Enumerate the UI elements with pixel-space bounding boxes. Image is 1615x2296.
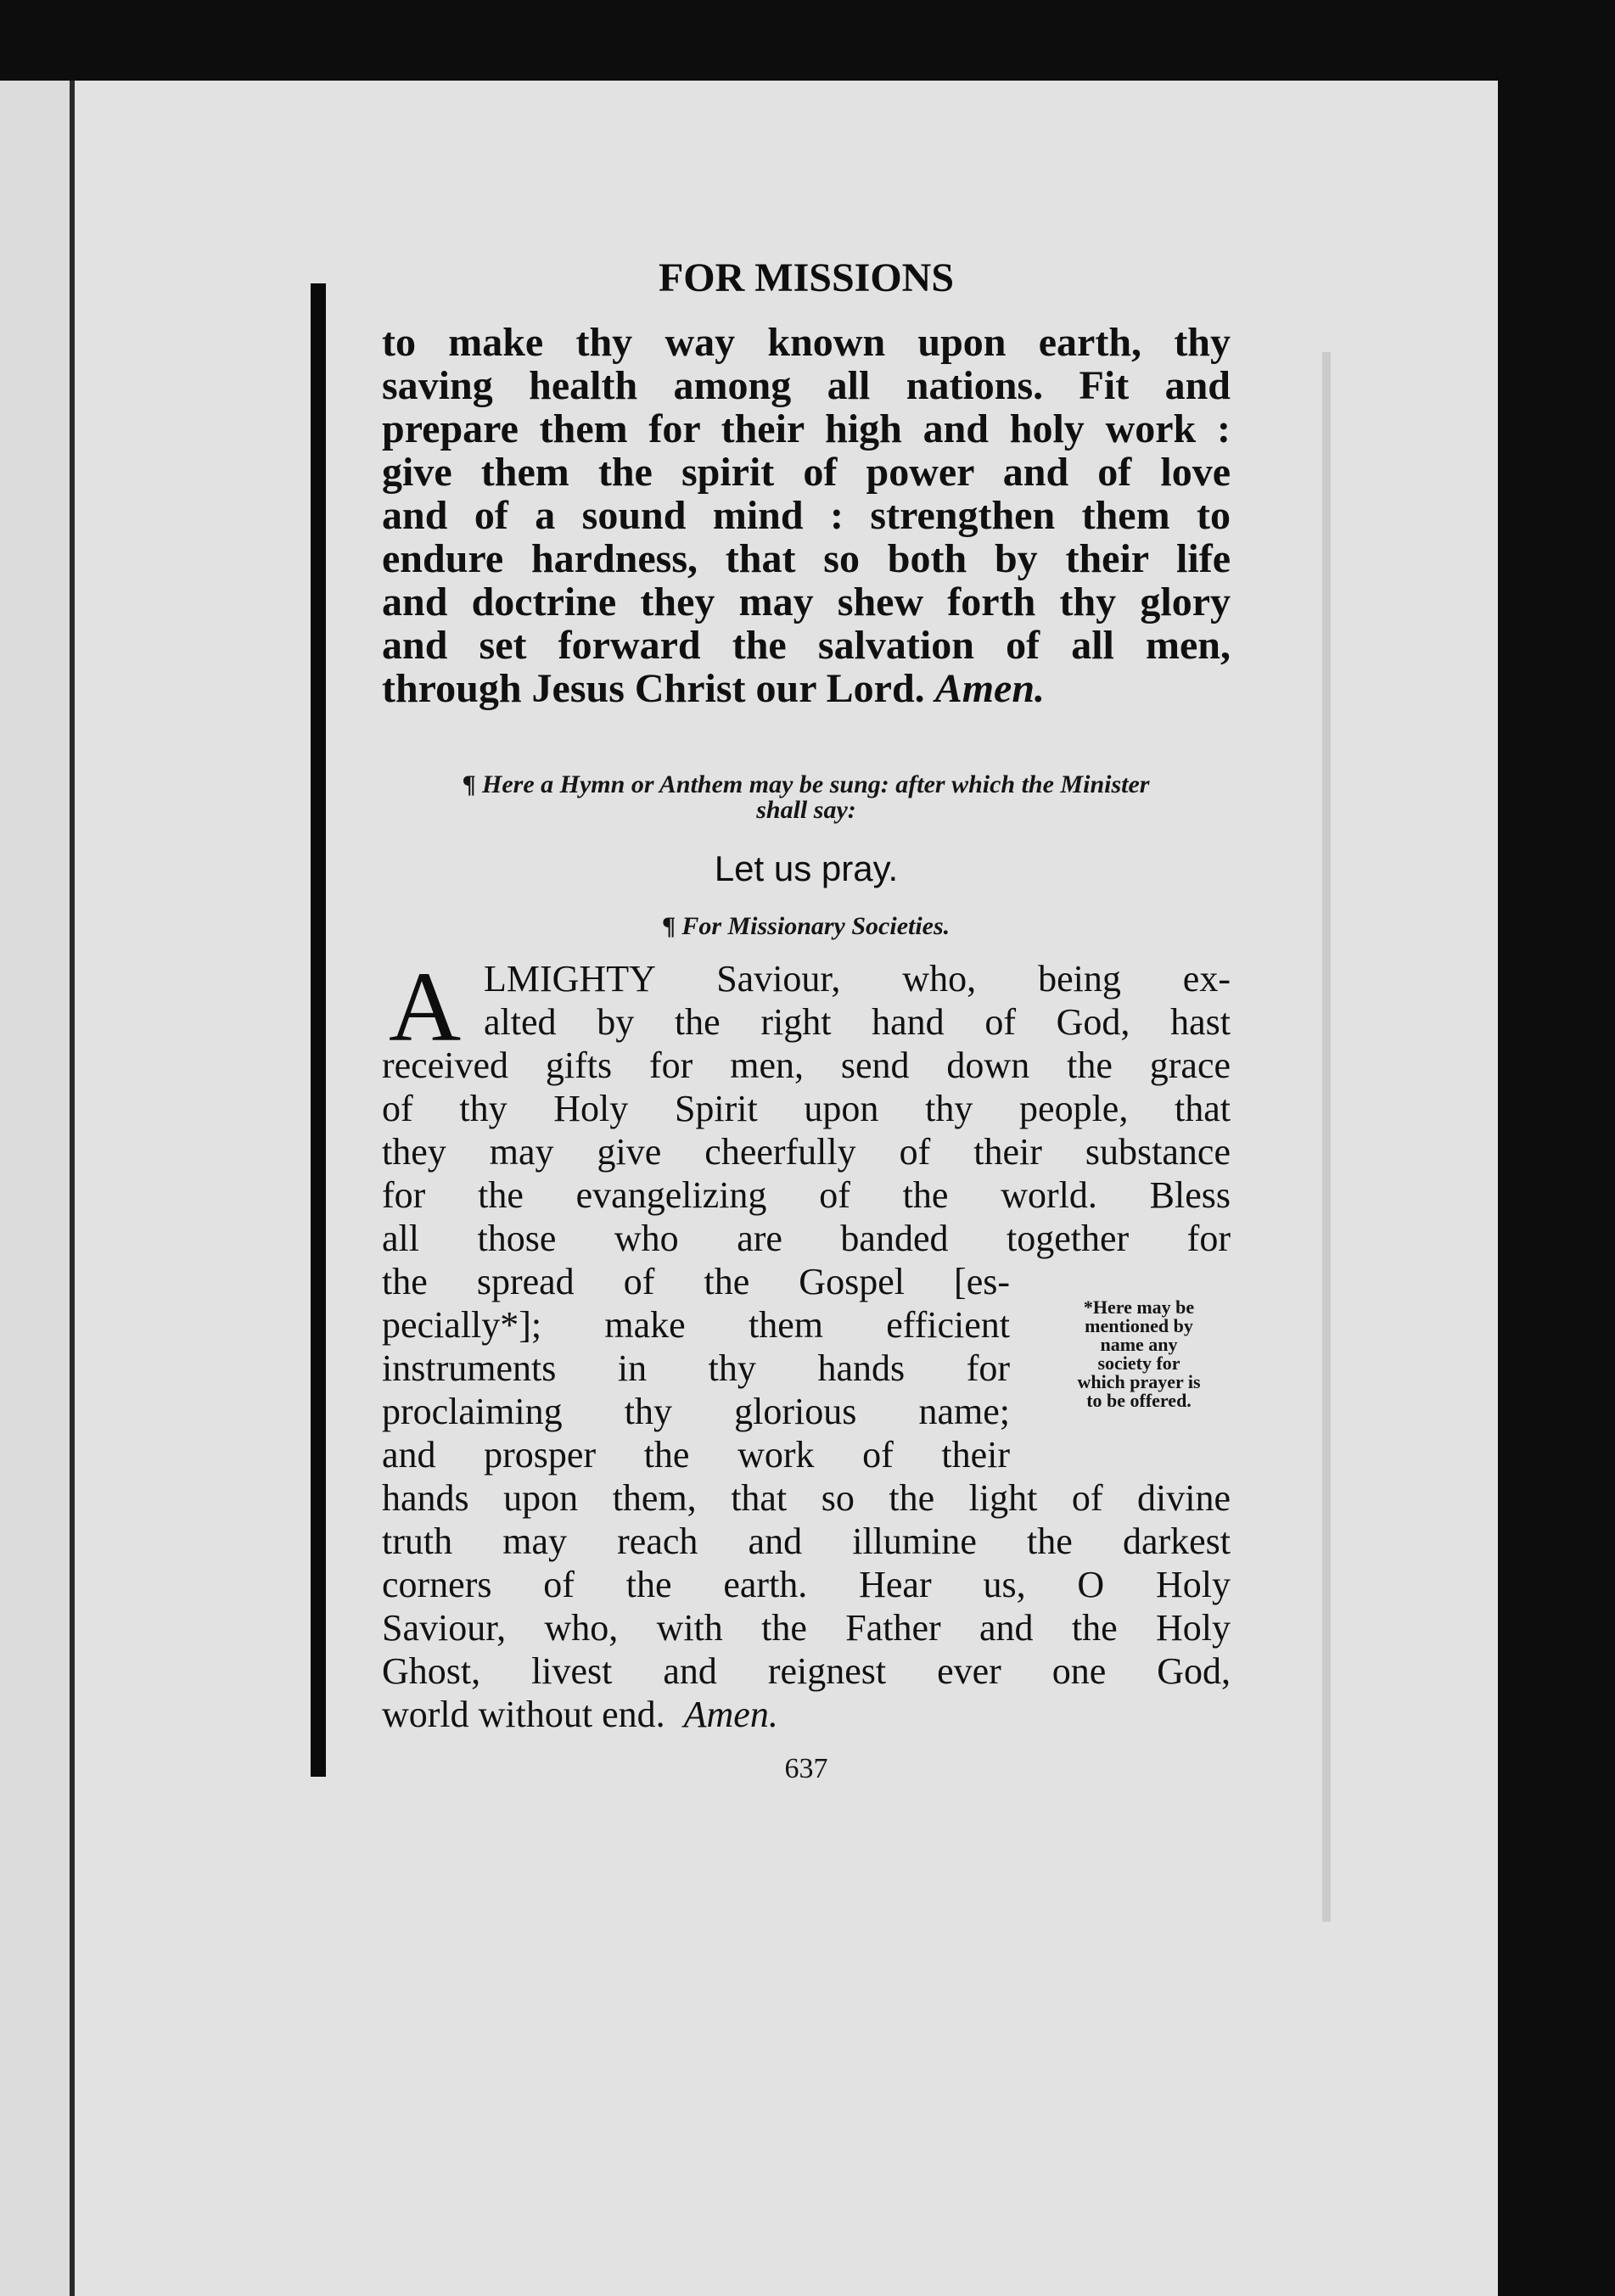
text-line: alted by the right hand of God, hast: [484, 1001, 1231, 1043]
text-line-last: [382, 1693, 1231, 1736]
scan-top-border: [0, 0, 1615, 81]
text-line: and prosper the work of their: [382, 1434, 1010, 1476]
margin-rule: [311, 283, 326, 1777]
scan-right-border: [1498, 0, 1615, 2296]
marginal-note: [1046, 1298, 1232, 1410]
text-line: and set forward the salvation of all men,: [382, 623, 1231, 668]
amen: Amen.: [683, 1694, 778, 1735]
page-number: 637: [784, 1753, 828, 1784]
note-line: mentioned by: [1085, 1315, 1193, 1336]
text-line: pecially*]; make them efficient: [382, 1304, 1010, 1346]
text-line: corners of the earth. Hear us, O Holy: [382, 1564, 1231, 1605]
text-line: they may give cheerfully of their substance: [382, 1131, 1231, 1173]
rubric-line: shall say:: [756, 796, 856, 824]
text-line: world without end.: [382, 1694, 665, 1735]
note-line: name any: [1100, 1334, 1178, 1355]
text-line: and of a sound mind : strengthen them to: [382, 493, 1231, 538]
text-line: through Jesus Christ our Lord.: [382, 666, 925, 711]
prayer-continuation: [382, 321, 1231, 710]
text-line: all those who are banded together for: [382, 1218, 1231, 1259]
text-line: instruments in thy hands for: [382, 1347, 1010, 1389]
text-line: to make thy way known upon earth, thy: [382, 320, 1231, 365]
text-line: saving health among all nations. Fit and: [382, 363, 1231, 408]
note-line: to be offered.: [1086, 1390, 1192, 1411]
text-line-last: [382, 667, 1231, 710]
text-line: proclaiming thy glorious name;: [382, 1391, 1010, 1432]
text-line: Saviour, who, with the Father and the Holy: [382, 1607, 1231, 1649]
text-line: and doctrine they may shew forth thy glory: [382, 580, 1231, 624]
running-head: FOR MISSIONS: [658, 255, 955, 300]
text-line: endure hardness, that so both by their life: [382, 536, 1231, 581]
note-line: society for: [1097, 1352, 1180, 1374]
text-line: truth may reach and illumine the darkest: [382, 1520, 1231, 1562]
text-line: for the evangelizing of the world. Bless: [382, 1174, 1231, 1216]
drop-cap: A: [389, 951, 462, 1062]
note-line: *Here may be: [1083, 1296, 1195, 1318]
text-line: Ghost, livest and reignest ever one God,: [382, 1650, 1231, 1692]
text-line: prepare them for their high and holy work :: [382, 406, 1231, 451]
text-line: hands upon them, that so the light of divine: [382, 1477, 1231, 1519]
text-line: LMIGHTY Saviour, who, being ex-: [484, 958, 1231, 1000]
amen: Amen.: [934, 666, 1046, 711]
bleed-through: [1322, 352, 1331, 1922]
let-us-pray: Let us pray.: [714, 848, 899, 888]
text-line: give them the spirit of power and of love: [382, 450, 1231, 495]
rubric-missionary-societies: ¶ For Missionary Societies.: [662, 912, 950, 940]
text-line: the spread of the Gospel [es-: [382, 1261, 1010, 1302]
rubric-line: ¶ Here a Hymn or Anthem may be sung: after which the Minister: [463, 770, 1150, 798]
rubric-hymn: [373, 772, 1239, 823]
text-line: received gifts for men, send down the grace: [382, 1044, 1231, 1086]
text-line: of thy Holy Spirit upon thy people, that: [382, 1088, 1231, 1129]
facing-page-edge: [0, 81, 71, 2296]
note-line: which prayer is: [1077, 1371, 1201, 1392]
